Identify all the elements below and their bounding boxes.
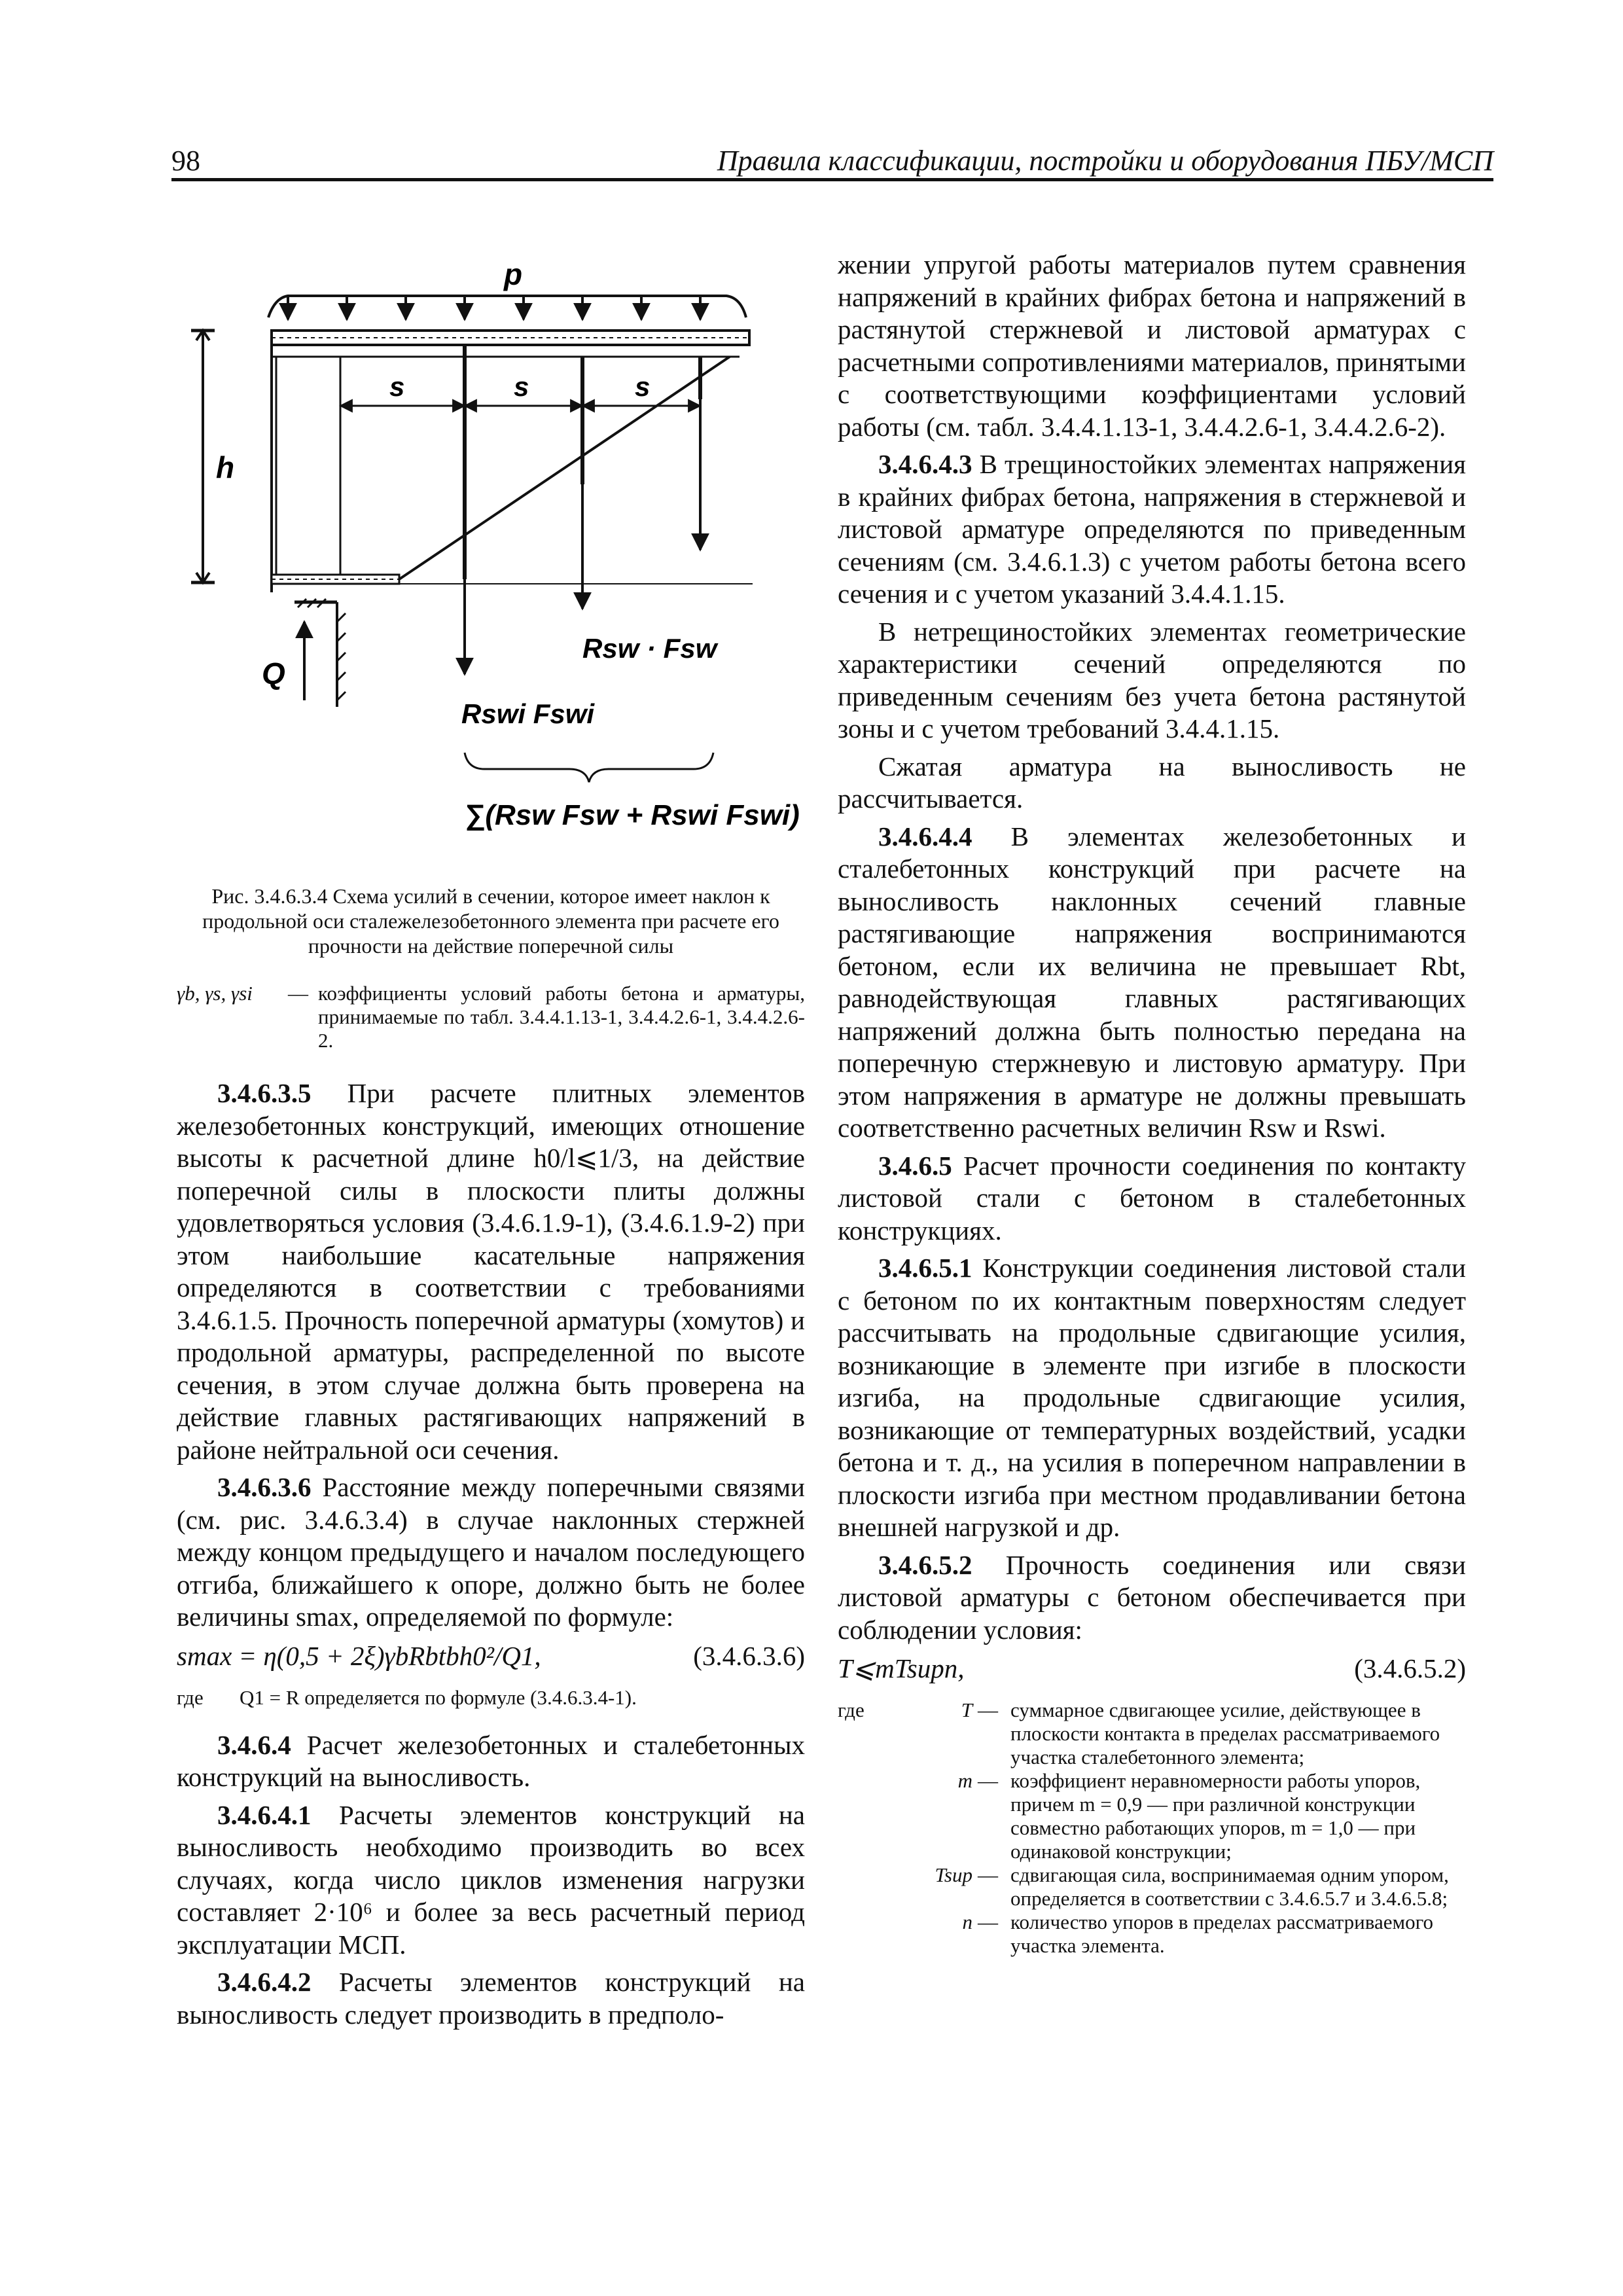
variable-symbol: T [961, 1698, 972, 1721]
variable-definitions [838, 1698, 1466, 1958]
paragraph-text: Конструкции соединения листовой стали с бетоном по их контактным поверхностям следует рассчитывать на продольные сдвигающие усилия, возникающие в элементе при изгибе в плоскости изгиба, на продольные сдвигающие усилия, возникающие от температурных воздействий, усадки бетона и т. д., на усилия в поперечном направлении в плоскости изгиба при местном продавливании бетона внешней нагрузкой и др. [838, 1253, 1466, 1542]
variable-dash: — [978, 1863, 998, 1886]
paragraph-text: Расчет железобетонных и сталебетонных конструкций на выносливость. [177, 1729, 805, 1792]
paragraph-text: В трещиностойких элементах напряжения в крайних фибрах бетона, напряжения в стержневой и листовой арматуре определяются по приведенным сечениям (см. 3.4.6.1.3) с учетом работы бетона всего сечения и с учетом указаний 3.4.4.1.15. [838, 449, 1467, 609]
brace [465, 753, 713, 782]
label-s2: s [514, 371, 529, 402]
paragraph-3-4-6-4 [177, 1729, 805, 1794]
definition-text: коэффициенты условий работы бетона и арматуры, принимаемые по табл. 3.4.4.1.13-1, 3.4.4.2.6-1, 3.4.4.2.6-2. [318, 982, 805, 1052]
label-p: p [504, 257, 523, 291]
definition-symbol: γb, γs, γsi [177, 982, 253, 1005]
variable-symbol: m [957, 1769, 972, 1792]
definition-dash: — [288, 982, 308, 1005]
label-rswi: Rswi Fswi [461, 698, 595, 729]
variable-symbol: n [962, 1910, 972, 1933]
section-number: 3.4.6.5.1 [878, 1253, 972, 1283]
formula-number: (3.4.6.5.2) [1354, 1653, 1466, 1683]
section-number: 3.4.6.4.4 [878, 821, 972, 852]
variable-row [838, 1910, 1466, 1958]
variable-dash: — [978, 1769, 998, 1792]
definition-row [177, 982, 805, 1052]
section-number: 3.4.6.4 [217, 1729, 291, 1760]
label-s1: s [389, 371, 405, 402]
variable-text: сдвигающая сила, воспринимаемая одним упором, определяется в соответствии с 3.4.6.5.7 и 3.4.6.5.8; [1010, 1863, 1449, 1910]
left-column [177, 249, 805, 2036]
page-number: 98 [171, 145, 200, 177]
right-column [838, 249, 1466, 1958]
paragraph-3-4-6-3-5 [177, 1077, 805, 1466]
paragraph-3-4-6-5-2 [838, 1549, 1466, 1647]
paragraph-text: Расстояние между поперечными связями (см. рис. 3.4.6.3.4) в случае наклонных стержней между концом предыдущего и началом последующего отгиба, ближайшего к опоре, должно быть не более величины smax, определяемой по формуле: [177, 1472, 805, 1632]
variable-text: количество упоров в пределах рассматриваемого участка элемента. [1010, 1910, 1434, 1957]
paragraph-non-crack-resistant: В нетрещиностойких элементах геометрические характеристики сечений определяются по приведенным сечениям без учета бетона растянутой зоны и с учетом требований 3.4.4.1.15. [838, 616, 1466, 744]
where-text: Q1 = R определяется по формуле (3.4.6.3.4-1). [240, 1685, 637, 1709]
paragraph-compressed-reinforcement: Сжатая арматура на выносливость не рассчитывается. [838, 751, 1466, 814]
variable-dash: — [978, 1910, 998, 1933]
section-number: 3.4.6.4.2 [217, 1967, 312, 1997]
paragraph-3-4-6-4-4 [838, 821, 1466, 1145]
section-number: 3.4.6.5 [878, 1150, 952, 1181]
section-number: 3.4.6.4.3 [878, 449, 972, 479]
formula-number: (3.4.6.3.6) [693, 1640, 805, 1671]
label-s3: s [635, 371, 651, 402]
paragraph-continuation: жении упругой работы материалов путем сравнения напряжений в крайних фибрах бетона и напряжений в растянутой стержневой и листовой арматурах с расчетными сопротивлениями материалов, принятыми с соответствующими коэффициентами условий работы (см. табл. 3.4.4.1.13-1, 3.4.4.2.6-1, 3.4.4.2.6-2). [838, 249, 1466, 442]
formula-3-4-6-5-2 [838, 1653, 1466, 1689]
where-label: где [177, 1685, 204, 1709]
paragraph-3-4-6-4-1 [177, 1799, 805, 1962]
load-arrows [288, 296, 700, 319]
paragraph-3-4-6-4-3 [838, 448, 1466, 611]
running-title: Правила классификации, постройки и оборудования ПБУ/МСП [717, 145, 1493, 177]
variable-row [838, 1769, 1466, 1863]
paragraph-3-4-6-5 [838, 1150, 1466, 1247]
section-number: 3.4.6.3.5 [217, 1078, 312, 1108]
paragraph-text: При расчете плитных элементов железобетонных конструкций, имеющих отношение высоты к расчетной длине h0/l⩽1/3, на действие поперечной силы в плоскости плиты должны удовлетворяться условия (3.4.6.1.9-1), (3.4.6.1.9-2) при этом наибольшие касательные напряжения определяются в соответствии с требованиями 3.4.6.1.5. Прочность поперечной арматуры (хомутов) и продольной арматуры, распределенной по высоте сечения, в этом случае должна быть проверена на действие главных растягивающих напряжений в районе нейтральной оси сечения. [177, 1078, 805, 1465]
load-curve [268, 296, 746, 317]
section-number: 3.4.6.5.2 [878, 1549, 972, 1580]
label-Q: Q [262, 656, 285, 691]
label-h: h [216, 450, 235, 484]
label-rsw: Rsw · Fsw [582, 633, 717, 664]
where-label: где [838, 1698, 865, 1721]
figure-shear-scheme [177, 249, 805, 877]
paragraph-3-4-6-5-1 [838, 1252, 1466, 1544]
variable-dash: — [978, 1698, 998, 1721]
paragraph-text: Расчет прочности соединения по контакту листовой стали с бетоном в сталебетонных конструкциях. [838, 1150, 1467, 1246]
variable-text: коэффициент неравномерности работы упоров, причем m = 0,9 — при различной конструкции совместно работающих упоров, m = 1,0 — при одинаковой конструкции; [1010, 1769, 1421, 1863]
formula-body: T⩽mTsupn, [838, 1653, 965, 1683]
figure-caption: Рис. 3.4.6.3.4 Схема усилий в сечении, которое имеет наклон к продольной оси сталежелезобетонного элемента при расчете его прочности на действие поперечной силы [202, 884, 779, 958]
label-sum: ∑(Rsw Fsw + Rswi Fswi) [465, 799, 800, 831]
variable-row [838, 1698, 1466, 1769]
paragraph-text: Расчеты элементов конструкций на выносливость следует производить в предполо- [177, 1967, 806, 2030]
coefficient-definitions [177, 982, 805, 1052]
header-rule [171, 178, 1493, 181]
section-number: 3.4.6.4.1 [217, 1799, 312, 1830]
where-clause [177, 1686, 805, 1710]
paragraph-text: В элементах железобетонных и сталебетонных конструкций при расчете на выносливость наклонных сечений главные растягивающие напряжения воспринимаются бетоном, если их величина не превышает Rbt, равнодействующая главных растягивающих напряжений должна быть полностью передана на поперечную стержневую и листовую арматуру. При этом напряжения в арматуре не должны превышать соответственно расчетных величин Rsw и Rswi. [838, 821, 1466, 1143]
section-number: 3.4.6.3.6 [217, 1472, 312, 1502]
variable-symbol: Tsup [935, 1863, 972, 1886]
formula-3-4-6-3-6 [177, 1640, 805, 1677]
variable-row [838, 1863, 1466, 1910]
paragraph-text: Прочность соединения или связи листовой арматуры с бетоном обеспечивается при соблюдении условия: [838, 1549, 1466, 1645]
paragraph-3-4-6-3-6 [177, 1471, 805, 1634]
paragraph-text: Расчеты элементов конструкций на выносливость необходимо производить во всех случаях, когда число циклов изменения нагрузки составляет 2·10⁶ и более за весь расчетный период эксплуатации МСП. [177, 1799, 806, 1960]
formula-body: smax = η(0,5 + 2ξ)γbRbtbh0²/Q1, [177, 1640, 541, 1671]
paragraph-3-4-6-4-2 [177, 1966, 805, 2031]
figure-drawing [177, 249, 805, 877]
variable-text: суммарное сдвигающее усилие, действующее в плоскости контакта в пределах рассматриваемого участка сталебетонного элемента; [1010, 1698, 1440, 1768]
